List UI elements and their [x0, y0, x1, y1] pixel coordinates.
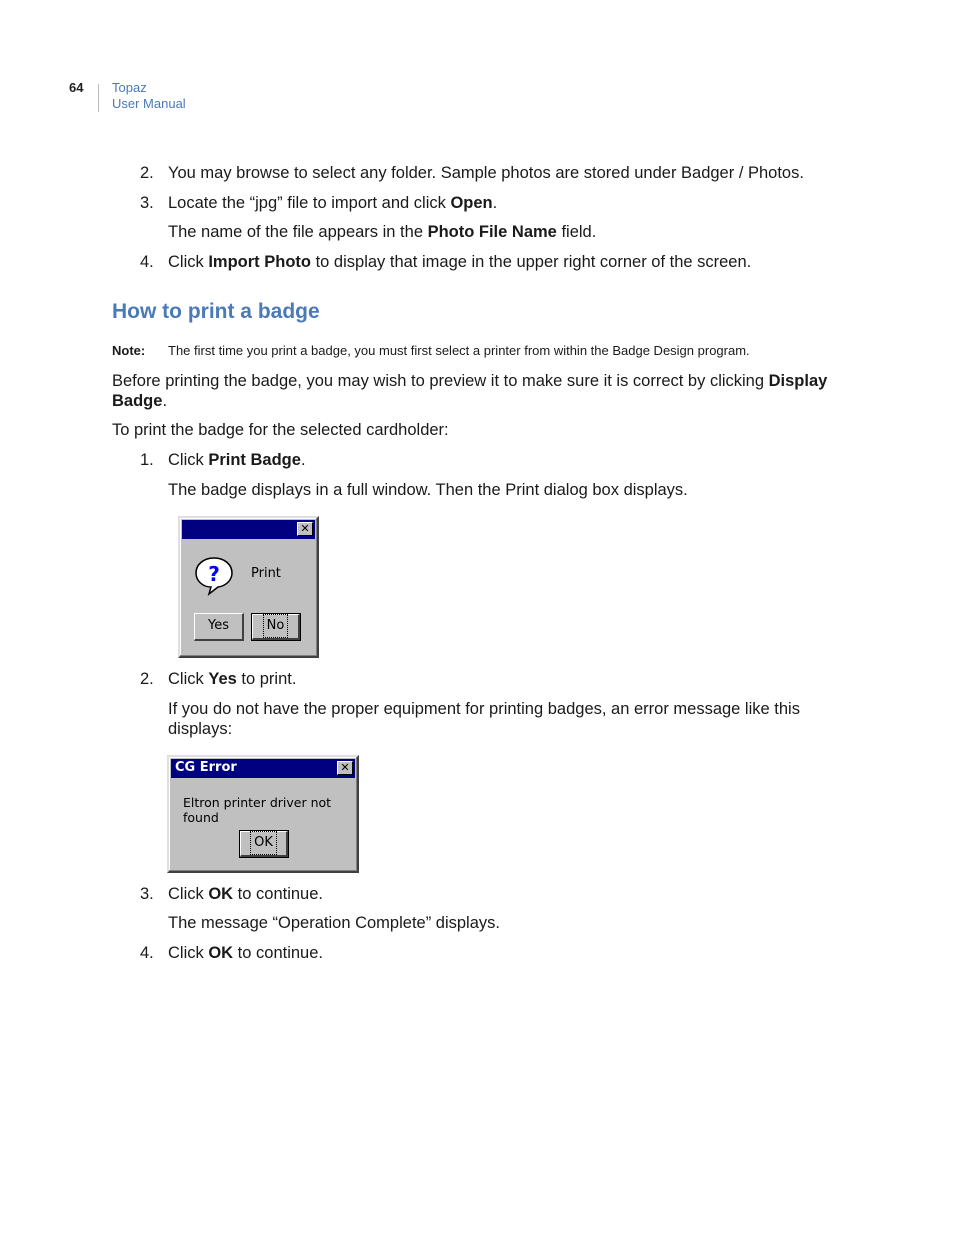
- step-number: 4.: [140, 253, 154, 271]
- note-text: The first time you print a badge, you must first select a printer from within the Badge Design program.: [168, 343, 750, 358]
- error-dialog: [167, 755, 359, 873]
- step-number: 2.: [140, 164, 154, 182]
- error-message: Eltron printer driver not found: [183, 795, 332, 825]
- step-detail: displays:: [168, 720, 233, 738]
- yes-button[interactable]: Yes: [194, 613, 244, 641]
- step-text: Click Import Photo to display that image in the upper right corner of the screen.: [168, 253, 752, 271]
- header-divider: [98, 84, 99, 112]
- step-text: Click Yes to print.: [168, 670, 297, 688]
- print-dialog: [178, 516, 319, 658]
- step-detail: The badge displays in a full window. Then the Print dialog box displays.: [168, 481, 688, 499]
- intro-paragraph: Before printing the badge, you may wish to preview it to make sure it is correct by clicking Display Badge.: [112, 372, 828, 410]
- step-text: Click OK to continue.: [168, 885, 323, 903]
- running-header: [112, 80, 186, 112]
- header-doc: User Manual: [112, 96, 186, 111]
- no-button[interactable]: No: [252, 614, 300, 640]
- page-number: 64: [69, 80, 84, 95]
- step-number: 4.: [140, 944, 154, 962]
- svg-text:?: ?: [208, 562, 220, 586]
- step-detail: The message “Operation Complete” displays.: [168, 914, 500, 932]
- ok-button[interactable]: OK: [240, 831, 288, 857]
- step-number: 3.: [140, 885, 154, 903]
- close-icon[interactable]: ✕: [297, 522, 313, 536]
- step-text: Click Print Badge.: [168, 451, 306, 469]
- question-balloon-icon: [194, 556, 234, 596]
- to-print-paragraph: To print the badge for the selected cardholder:: [112, 421, 449, 439]
- step-text: You may browse to select any folder. Sample photos are stored under Badger / Photos.: [168, 164, 804, 182]
- step-number: 1.: [140, 451, 154, 469]
- step-number: 2.: [140, 670, 154, 688]
- header-product: Topaz: [112, 80, 147, 95]
- section-title: How to print a badge: [112, 300, 320, 323]
- step-detail: If you do not have the proper equipment for printing badges, an error message like this: [168, 700, 800, 718]
- close-icon[interactable]: ✕: [337, 761, 353, 775]
- print-dialog-titlebar: [182, 520, 315, 539]
- step-detail: The name of the file appears in the Photo File Name field.: [168, 223, 597, 241]
- step-text: Locate the “jpg” file to import and click Open.: [168, 194, 498, 212]
- step-text: Click OK to continue.: [168, 944, 323, 962]
- error-dialog-title: CG Error: [175, 760, 237, 775]
- print-dialog-message: Print: [251, 566, 281, 581]
- step-number: 3.: [140, 194, 154, 212]
- note-label: Note:: [112, 343, 146, 358]
- error-dialog-titlebar: [171, 759, 355, 778]
